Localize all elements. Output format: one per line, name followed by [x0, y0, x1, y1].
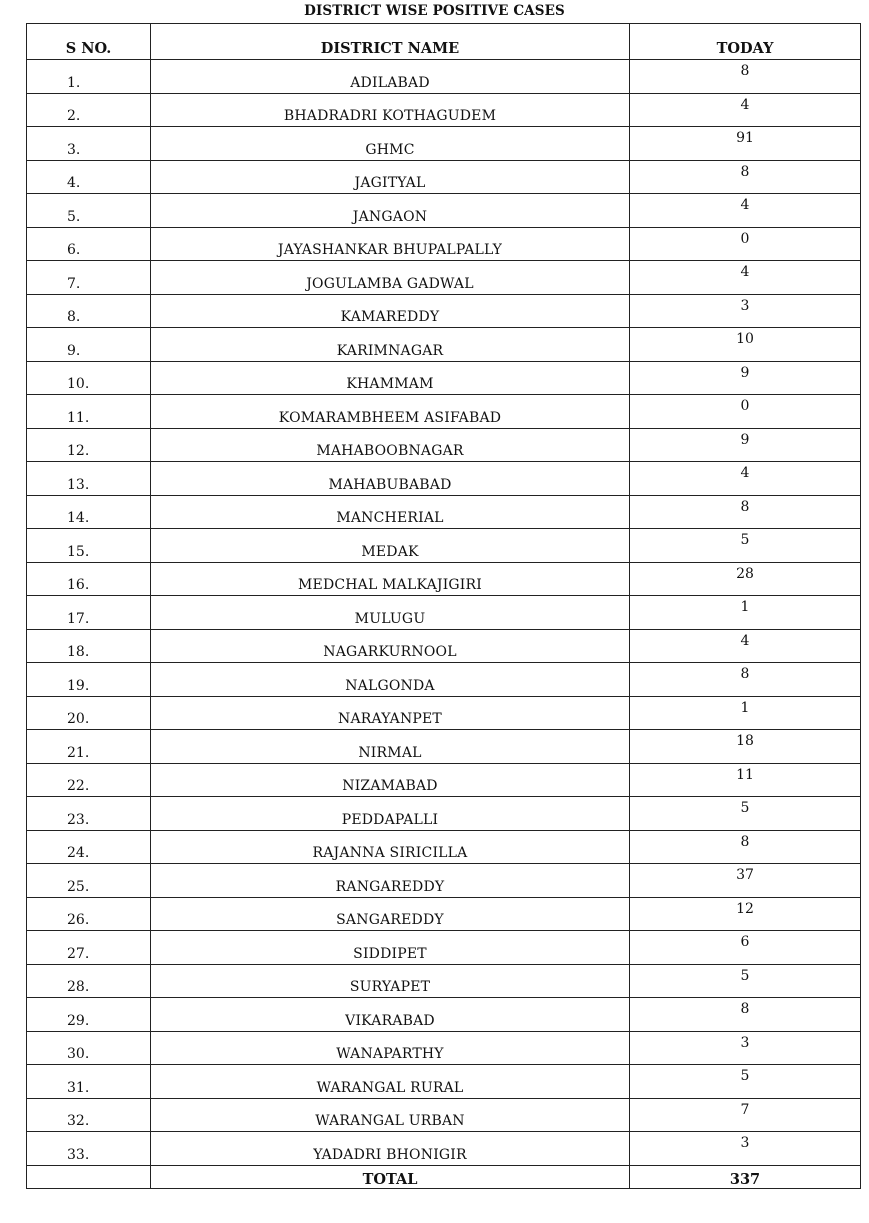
table-row	[27, 763, 861, 797]
today-cell: 5	[630, 797, 861, 831]
district-name-cell: JANGAON	[151, 194, 630, 228]
district-name-cell: GHMC	[151, 127, 630, 161]
today-cell: 8	[630, 998, 861, 1032]
district-name-cell: BHADRADRI KOTHAGUDEM	[151, 93, 630, 127]
header-today: TODAY	[630, 24, 861, 60]
total-sno-cell	[27, 1165, 151, 1188]
today-cell: 5	[630, 529, 861, 563]
district-cases-table	[26, 23, 861, 1189]
table-row	[27, 897, 861, 931]
sno-cell: 32.	[27, 1098, 151, 1132]
district-name-cell: VIKARABAD	[151, 998, 630, 1032]
sno-cell: 25.	[27, 864, 151, 898]
district-name-cell: MEDAK	[151, 529, 630, 563]
district-name-cell: KAMAREDDY	[151, 294, 630, 328]
today-cell: 8	[630, 60, 861, 94]
table-row	[27, 998, 861, 1032]
today-cell: 3	[630, 1132, 861, 1166]
sno-cell: 12.	[27, 428, 151, 462]
today-cell: 8	[630, 495, 861, 529]
sno-cell: 2.	[27, 93, 151, 127]
district-name-cell: NIRMAL	[151, 730, 630, 764]
today-cell: 10	[630, 328, 861, 362]
today-cell: 1	[630, 696, 861, 730]
district-name-cell: SANGAREDDY	[151, 897, 630, 931]
district-name-cell: MEDCHAL MALKAJIGIRI	[151, 562, 630, 596]
district-name-cell: MULUGU	[151, 596, 630, 630]
sno-cell: 3.	[27, 127, 151, 161]
sno-cell: 9.	[27, 328, 151, 362]
district-name-cell: SIDDIPET	[151, 931, 630, 965]
sno-cell: 21.	[27, 730, 151, 764]
table-row	[27, 864, 861, 898]
table-header	[27, 24, 861, 60]
table-row	[27, 797, 861, 831]
table-row	[27, 696, 861, 730]
table-row	[27, 395, 861, 429]
district-name-cell: NARAYANPET	[151, 696, 630, 730]
table-row	[27, 60, 861, 94]
sno-cell: 4.	[27, 160, 151, 194]
today-cell: 4	[630, 261, 861, 295]
today-cell: 8	[630, 830, 861, 864]
district-name-cell: KHAMMAM	[151, 361, 630, 395]
today-cell: 37	[630, 864, 861, 898]
today-cell: 8	[630, 160, 861, 194]
sno-cell: 15.	[27, 529, 151, 563]
sno-cell: 10.	[27, 361, 151, 395]
district-name-cell: RAJANNA SIRICILLA	[151, 830, 630, 864]
table-body	[27, 60, 861, 1166]
today-cell: 91	[630, 127, 861, 161]
sno-cell: 24.	[27, 830, 151, 864]
table-row	[27, 462, 861, 496]
district-name-cell: NALGONDA	[151, 663, 630, 697]
district-name-cell: JAGITYAL	[151, 160, 630, 194]
table-row	[27, 629, 861, 663]
total-row	[27, 1165, 861, 1188]
sno-cell: 31.	[27, 1065, 151, 1099]
table-row	[27, 428, 861, 462]
district-name-cell: NAGARKURNOOL	[151, 629, 630, 663]
table-row	[27, 931, 861, 965]
table-footer	[27, 1165, 861, 1188]
district-name-cell: JAYASHANKAR BHUPALPALLY	[151, 227, 630, 261]
today-cell: 1	[630, 596, 861, 630]
table-row	[27, 1065, 861, 1099]
sno-cell: 13.	[27, 462, 151, 496]
table-row	[27, 830, 861, 864]
sno-cell: 28.	[27, 964, 151, 998]
today-cell: 3	[630, 1031, 861, 1065]
district-name-cell: MANCHERIAL	[151, 495, 630, 529]
sno-cell: 23.	[27, 797, 151, 831]
today-cell: 3	[630, 294, 861, 328]
district-name-cell: SURYAPET	[151, 964, 630, 998]
table-row	[27, 663, 861, 697]
sno-cell: 27.	[27, 931, 151, 965]
table-row	[27, 227, 861, 261]
sno-cell: 6.	[27, 227, 151, 261]
today-cell: 9	[630, 361, 861, 395]
header-sno: S NO.	[27, 24, 151, 60]
sno-cell: 5.	[27, 194, 151, 228]
table-row	[27, 1132, 861, 1166]
sno-cell: 29.	[27, 998, 151, 1032]
sno-cell: 17.	[27, 596, 151, 630]
table-row	[27, 93, 861, 127]
table-row	[27, 328, 861, 362]
sno-cell: 18.	[27, 629, 151, 663]
table-row	[27, 730, 861, 764]
district-name-cell: YADADRI BHONIGIR	[151, 1132, 630, 1166]
sno-cell: 26.	[27, 897, 151, 931]
today-cell: 4	[630, 93, 861, 127]
page-title: DISTRICT WISE POSITIVE CASES	[304, 3, 565, 19]
district-name-cell: WANAPARTHY	[151, 1031, 630, 1065]
sno-cell: 14.	[27, 495, 151, 529]
table-row	[27, 562, 861, 596]
district-name-cell: KOMARAMBHEEM ASIFABAD	[151, 395, 630, 429]
district-name-cell: PEDDAPALLI	[151, 797, 630, 831]
table-row	[27, 261, 861, 295]
sno-cell: 33.	[27, 1132, 151, 1166]
table-row	[27, 160, 861, 194]
table-row	[27, 194, 861, 228]
today-cell: 9	[630, 428, 861, 462]
sno-cell: 22.	[27, 763, 151, 797]
sno-cell: 16.	[27, 562, 151, 596]
table-row	[27, 294, 861, 328]
header-district-name: DISTRICT NAME	[151, 24, 630, 60]
today-cell: 4	[630, 462, 861, 496]
sno-cell: 19.	[27, 663, 151, 697]
today-cell: 11	[630, 763, 861, 797]
today-cell: 5	[630, 1065, 861, 1099]
today-cell: 0	[630, 227, 861, 261]
table-row	[27, 361, 861, 395]
table-row	[27, 596, 861, 630]
total-value: 337	[630, 1165, 861, 1188]
sno-cell: 1.	[27, 60, 151, 94]
table-row	[27, 1098, 861, 1132]
table-row	[27, 529, 861, 563]
sno-cell: 30.	[27, 1031, 151, 1065]
table-row	[27, 1031, 861, 1065]
sno-cell: 20.	[27, 696, 151, 730]
district-name-cell: WARANGAL URBAN	[151, 1098, 630, 1132]
table-row	[27, 964, 861, 998]
district-name-cell: KARIMNAGAR	[151, 328, 630, 362]
today-cell: 18	[630, 730, 861, 764]
sno-cell: 8.	[27, 294, 151, 328]
sno-cell: 11.	[27, 395, 151, 429]
district-name-cell: MAHABUBABAD	[151, 462, 630, 496]
today-cell: 28	[630, 562, 861, 596]
table-row	[27, 495, 861, 529]
table-row	[27, 127, 861, 161]
district-name-cell: NIZAMABAD	[151, 763, 630, 797]
district-name-cell: ADILABAD	[151, 60, 630, 94]
today-cell: 4	[630, 629, 861, 663]
district-name-cell: MAHABOOBNAGAR	[151, 428, 630, 462]
header-row	[27, 24, 861, 60]
today-cell: 8	[630, 663, 861, 697]
district-name-cell: JOGULAMBA GADWAL	[151, 261, 630, 295]
today-cell: 7	[630, 1098, 861, 1132]
today-cell: 12	[630, 897, 861, 931]
sno-cell: 7.	[27, 261, 151, 295]
today-cell: 0	[630, 395, 861, 429]
today-cell: 5	[630, 964, 861, 998]
total-label: TOTAL	[151, 1165, 630, 1188]
district-name-cell: WARANGAL RURAL	[151, 1065, 630, 1099]
today-cell: 4	[630, 194, 861, 228]
today-cell: 6	[630, 931, 861, 965]
district-name-cell: RANGAREDDY	[151, 864, 630, 898]
